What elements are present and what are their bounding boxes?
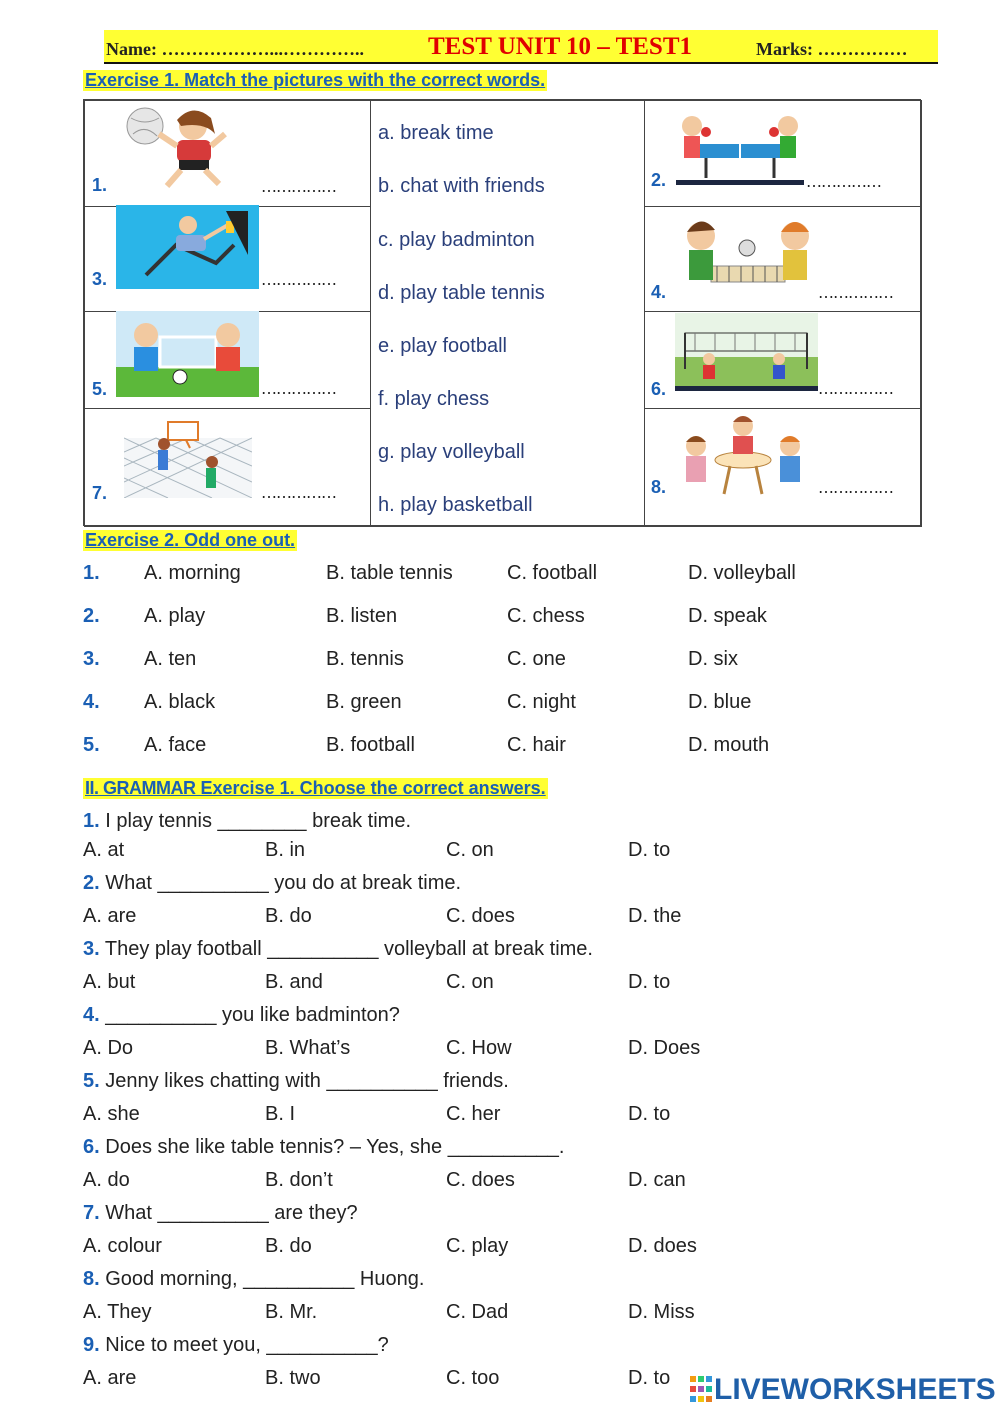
answer-option-a[interactable]: A. at: [83, 839, 125, 861]
word-option-c: c. play badminton: [378, 229, 535, 251]
odd-option-a[interactable]: A. play: [144, 605, 206, 627]
basketball-picture: [124, 418, 252, 498]
question-text: They play football __________ volleyball at break time.: [104, 938, 593, 960]
answer-option-d[interactable]: D. does: [628, 1235, 697, 1257]
item-number-7: 7.: [92, 483, 108, 503]
answer-option-d[interactable]: D. to: [628, 1103, 671, 1125]
item-number-3: 3.: [92, 269, 108, 289]
answer-blank-4[interactable]: ……………: [818, 283, 893, 302]
word-option-d: d. play table tennis: [378, 282, 545, 304]
answer-option-a[interactable]: A. are: [83, 1367, 137, 1389]
chess-picture: [681, 214, 813, 290]
answer-option-b[interactable]: B. two: [265, 1367, 321, 1389]
answer-option-a[interactable]: A. are: [83, 905, 137, 927]
answer-option-b[interactable]: B. and: [265, 971, 323, 993]
odd-number: 5.: [83, 734, 100, 756]
word-option-a: a. break time: [378, 122, 494, 144]
table-tennis-picture: [676, 104, 806, 184]
question-7: [83, 1202, 358, 1225]
stock-watermark-bar: [676, 180, 804, 185]
odd-option-b[interactable]: B. football: [326, 734, 415, 756]
question-2: [83, 872, 461, 895]
answer-option-c[interactable]: C. Dad: [446, 1301, 509, 1323]
grammar-heading: [83, 778, 548, 799]
odd-option-c[interactable]: C. one: [507, 648, 566, 670]
question-number: 2.: [83, 872, 100, 894]
odd-option-b[interactable]: B. tennis: [326, 648, 404, 670]
odd-number: 3.: [83, 648, 100, 670]
answer-option-b[interactable]: B. in: [265, 839, 306, 861]
word-option-e: e. play football: [378, 335, 507, 357]
item-number-8: 8.: [651, 477, 667, 497]
question-text: __________ you like badminton?: [105, 1004, 400, 1026]
answer-option-d[interactable]: D. Does: [628, 1037, 701, 1059]
odd-option-d[interactable]: D. six: [688, 648, 738, 670]
word-option-f: f. play chess: [378, 388, 490, 410]
football-picture: [116, 311, 259, 397]
odd-option-d[interactable]: D. speak: [688, 605, 767, 627]
answer-option-d[interactable]: D. can: [628, 1169, 686, 1191]
question-text: What __________ you do at break time.: [105, 872, 462, 894]
odd-option-d[interactable]: D. volleyball: [688, 562, 796, 584]
answer-option-d[interactable]: D. the: [628, 905, 682, 927]
odd-option-a[interactable]: A. morning: [144, 562, 241, 584]
item-number-2: 2.: [651, 170, 667, 190]
answer-option-a[interactable]: A. They: [83, 1301, 152, 1323]
break-time-picture: [116, 205, 259, 289]
answer-option-c[interactable]: C. her: [446, 1103, 501, 1125]
answer-option-b[interactable]: B. What’s: [265, 1037, 351, 1059]
odd-number: 4.: [83, 691, 100, 713]
question-number: 9.: [83, 1334, 100, 1356]
odd-option-a[interactable]: A. face: [144, 734, 207, 756]
answer-option-a[interactable]: A. but: [83, 971, 136, 993]
question-text: I play tennis ________ break time.: [105, 810, 412, 832]
answer-option-d[interactable]: D. to: [628, 971, 671, 993]
page-title: TEST UNIT 10 – TEST1: [428, 33, 693, 60]
odd-option-b[interactable]: B. listen: [326, 605, 398, 627]
question-9: [83, 1334, 389, 1357]
question-text: What __________ are they?: [105, 1202, 358, 1224]
stock-watermark-bar-2: [675, 386, 818, 391]
liveworksheets-logo-icon: [690, 1376, 712, 1402]
answer-blank-1[interactable]: ……………: [261, 177, 336, 196]
item-number-1: 1.: [92, 175, 108, 195]
item-number-4: 4.: [651, 282, 667, 302]
odd-option-d[interactable]: D. blue: [688, 691, 752, 713]
answer-option-b[interactable]: B. don’t: [265, 1169, 333, 1191]
answer-option-a[interactable]: A. do: [83, 1169, 130, 1191]
odd-option-c[interactable]: C. football: [507, 562, 598, 584]
question-text: Nice to meet you, __________?: [105, 1334, 389, 1356]
odd-number: 1.: [83, 562, 100, 584]
question-number: 6.: [83, 1136, 100, 1158]
odd-option-c[interactable]: C. night: [507, 691, 576, 713]
answer-option-a[interactable]: A. colour: [83, 1235, 162, 1257]
question-number: 8.: [83, 1268, 100, 1290]
name-field-label: Name: ………………...…………..: [106, 39, 364, 59]
answer-option-b[interactable]: B. Mr.: [265, 1301, 318, 1323]
exercise2-heading: Exercise 2. Odd one out.: [85, 530, 296, 550]
badminton-picture: [675, 313, 818, 391]
odd-option-a[interactable]: A. black: [144, 691, 216, 713]
question-3: [83, 938, 593, 961]
answer-option-b[interactable]: B. do: [265, 905, 312, 927]
answer-blank-3[interactable]: ……………: [261, 270, 336, 289]
word-option-h: h. play basketball: [378, 494, 533, 516]
exercise1-heading: Exercise 1. Match the pictures with the correct words.: [85, 70, 546, 90]
answer-blank-2[interactable]: ……………: [806, 172, 881, 191]
chat-friends-picture: [676, 410, 810, 498]
answer-option-c[interactable]: C. on: [446, 839, 494, 861]
word-option-b: b. chat with friends: [378, 175, 545, 197]
question-number: 4.: [83, 1004, 100, 1026]
answer-option-d[interactable]: D. to: [628, 1367, 671, 1389]
question-number: 5.: [83, 1070, 100, 1092]
odd-number: 2.: [83, 605, 100, 627]
answer-blank-5[interactable]: ……………: [261, 379, 336, 398]
answer-option-c[interactable]: C. does: [446, 1169, 515, 1191]
liveworksheets-logo: [690, 1373, 996, 1407]
question-text: Jenny likes chatting with __________ friends.: [105, 1070, 509, 1092]
answer-option-a[interactable]: A. she: [83, 1103, 140, 1125]
question-number: 1.: [83, 810, 100, 832]
item-number-6: 6.: [651, 379, 667, 399]
word-option-g: g. play volleyball: [378, 441, 525, 463]
answer-option-a[interactable]: A. Do: [83, 1037, 134, 1059]
answer-option-c[interactable]: C. How: [446, 1037, 512, 1059]
volleyball-girl-picture: [115, 104, 245, 190]
answer-blank-6[interactable]: ……………: [818, 379, 893, 398]
grammar-exercise-title: Exercise 1. Choose the correct answers.: [200, 778, 546, 798]
question-number: 3.: [83, 938, 100, 960]
answer-option-c[interactable]: C. on: [446, 971, 494, 993]
question-6: [83, 1136, 565, 1159]
answer-option-c[interactable]: C. does: [446, 905, 515, 927]
question-4: [83, 1004, 400, 1027]
question-8: [83, 1268, 424, 1291]
answer-option-b[interactable]: B. I: [265, 1103, 296, 1125]
question-5: [83, 1070, 509, 1093]
odd-option-a[interactable]: A. ten: [144, 648, 197, 670]
odd-option-d[interactable]: D. mouth: [688, 734, 770, 756]
odd-option-c[interactable]: C. hair: [507, 734, 566, 756]
question-text: Good morning, __________ Huong.: [105, 1268, 425, 1290]
answer-option-c[interactable]: C. too: [446, 1367, 500, 1389]
answer-option-d[interactable]: D. to: [628, 839, 671, 861]
marks-field-label: Marks: ……………: [756, 39, 908, 59]
question-text: Does she like table tennis? – Yes, she __________.: [105, 1136, 565, 1158]
answer-blank-7[interactable]: ……………: [261, 483, 336, 502]
liveworksheets-logo-text: LIVEWORKSHEETS: [714, 1373, 996, 1406]
question-number: 7.: [83, 1202, 100, 1224]
answer-option-d[interactable]: D. Miss: [628, 1301, 695, 1323]
worksheet-header: [104, 30, 938, 64]
answer-blank-8[interactable]: ……………: [818, 478, 893, 497]
odd-option-c[interactable]: C. chess: [507, 605, 585, 627]
grammar-section-label: II. GRAMMAR: [85, 778, 196, 798]
answer-option-c[interactable]: C. play: [446, 1235, 509, 1257]
answer-option-b[interactable]: B. do: [265, 1235, 312, 1257]
odd-option-b[interactable]: B. green: [326, 691, 402, 713]
item-number-5: 5.: [92, 379, 108, 399]
odd-option-b[interactable]: B. table tennis: [326, 562, 453, 584]
question-1: [83, 810, 411, 833]
